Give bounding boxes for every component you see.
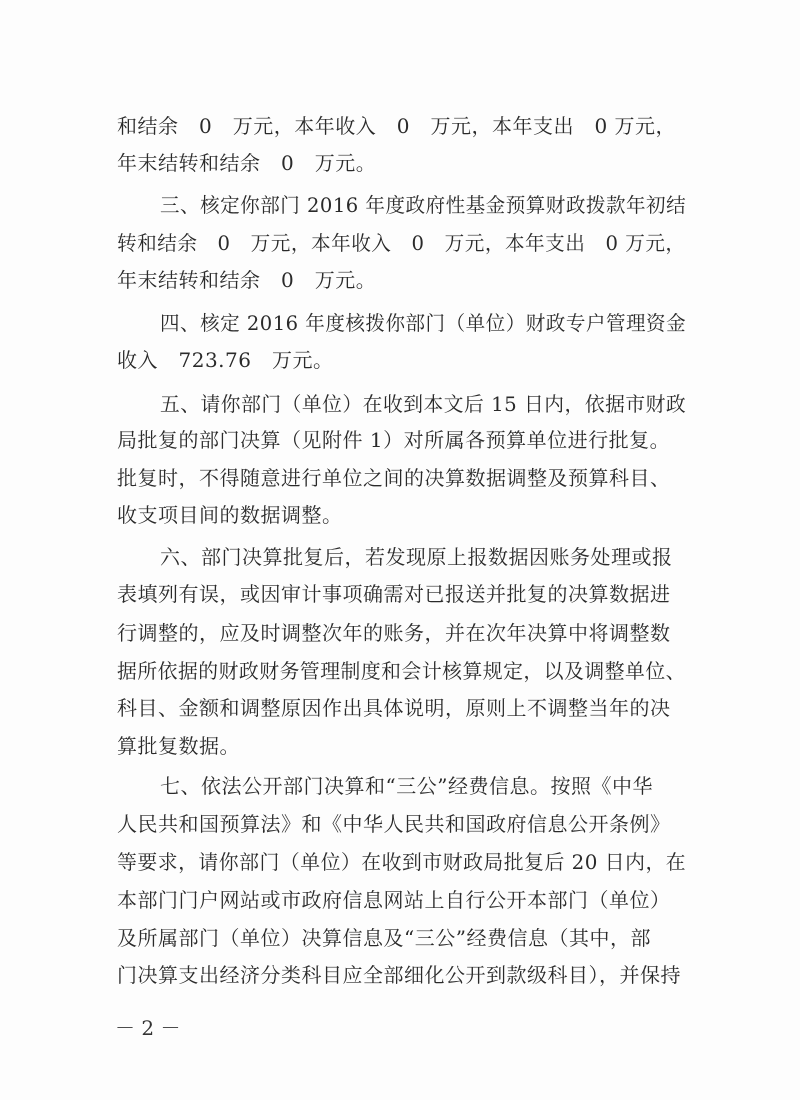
text-line-14: 行调整的，应及时调整次年的账务，并在次年决算中将调整数 xyxy=(117,621,671,645)
text-line-9: 局批复的部门决算（见附件 1）对所属各预算单位进行批复。 xyxy=(117,428,671,452)
text-line-4: 转和结余 0 万元，本年收入 0 万元，本年支出 0 万元， xyxy=(117,231,686,255)
text-line-6: 四、核定 2016 年度核拨你部门（单位）财政专户管理资金 xyxy=(160,311,687,335)
text-line-19: 人民共和国预算法》和《中华人民共和国政府信息公开条例》 xyxy=(117,812,671,836)
text-line-12: 六、部门决算批复后，若发现原上报数据因账务处理或报 xyxy=(160,545,673,569)
text-line-15: 据所依据的财政财务管理制度和会计核算规定，以及调整单位、 xyxy=(117,659,686,683)
text-line-20: 等要求，请你部门（单位）在收到市财政局批复后 20 日内，在 xyxy=(117,850,687,874)
text-line-1: 和结余 0 万元，本年收入 0 万元，本年支出 0 万元， xyxy=(117,114,677,138)
text-line-17: 算批复数据。 xyxy=(117,734,240,758)
text-line-10: 批复时，不得随意进行单位之间的决算数据调整及预算科目、 xyxy=(117,466,671,490)
text-line-22: 及所属部门（单位）决算信息及“三公”经费信息（其中，部 xyxy=(117,926,651,950)
text-line-2: 年末结转和结余 0 万元。 xyxy=(117,151,377,175)
page-number: － 2 － xyxy=(115,1016,181,1040)
text-line-18: 七、依法公开部门决算和“三公”经费信息。按照《中华 xyxy=(160,774,653,798)
text-line-3: 三、核定你部门 2016 年度政府性基金预算财政拨款年初结 xyxy=(160,193,687,217)
text-line-11: 收支项目间的数据调整。 xyxy=(117,503,343,527)
text-line-16: 科目、金额和调整原因作出具体说明，原则上不调整当年的决 xyxy=(117,696,671,720)
text-line-23: 门决算支出经济分类科目应全部细化公开到款级科目），并保持 xyxy=(117,963,681,987)
text-line-21: 本部门门户网站或市政府信息网站上自行公开本部门（单位） xyxy=(117,888,671,912)
text-line-13: 表填列有误，或因审计事项确需对已报送并批复的决算数据进 xyxy=(117,582,671,606)
text-line-7: 收入 723.76 万元。 xyxy=(117,348,334,372)
text-line-8: 五、请你部门（单位）在收到本文后 15 日内，依据市财政 xyxy=(160,392,687,416)
text-line-5: 年末结转和结余 0 万元。 xyxy=(117,268,377,292)
